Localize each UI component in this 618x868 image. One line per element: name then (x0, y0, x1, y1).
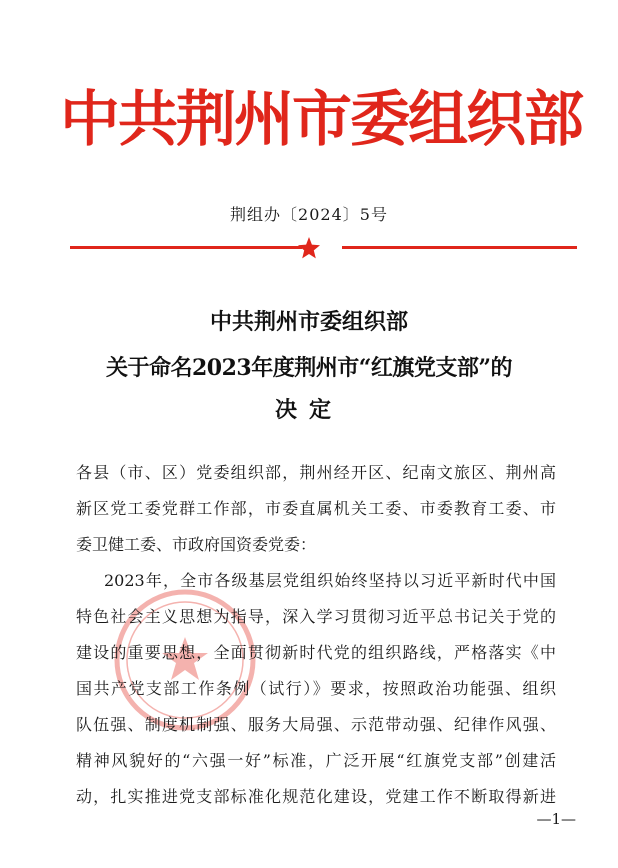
body-line: 精神风貌好的“六强一好”标准，广泛开展“红旗党支部”创建活 (76, 751, 556, 770)
issuer-masthead: 中共荆州市委组织部 (60, 85, 582, 155)
title-line-2: 关于命名2023年度荆州市“红旗党支部”的 (105, 355, 513, 381)
title-line-3: 决定 (274, 397, 343, 423)
red-star-icon (297, 236, 321, 260)
document-number: 荆组办〔2024〕5号 (230, 205, 388, 224)
body-line: 国共产党支部工作条例（试行）》要求，按照政治功能强、组织 (76, 679, 556, 698)
body-line: 特色社会主义思想为指导，深入学习贯彻习近平总书记关于党的 (76, 607, 556, 626)
body-line: 动，扎实推进党支部标准化规范化建设，党建工作不断取得新进 (76, 787, 556, 806)
addressee-line: 新区党工委党群工作部，市委直属机关工委、市委教育工委、市 (76, 499, 556, 518)
addressee-line: 委卫健工委、市政府国资委党委： (76, 535, 317, 554)
red-rule-right (342, 246, 577, 249)
red-rule-left (70, 246, 302, 249)
body-line: 2023年，全市各级基层党组织始终坚持以习近平新时代中国 (104, 571, 556, 590)
body-line: 队伍强、制度机制强、服务大局强、示范带动强、纪律作风强、 (76, 715, 556, 734)
addressee-line: 各县（市、区）党委组织部，荆州经开区、纪南文旅区、荆州高 (76, 463, 556, 482)
body-line: 建设的重要思想，全面贯彻新时代党的组织路线，严格落实《中 (76, 643, 556, 662)
title-line-1: 中共荆州市委组织部 (209, 309, 408, 335)
page-number: —1— (536, 810, 576, 828)
